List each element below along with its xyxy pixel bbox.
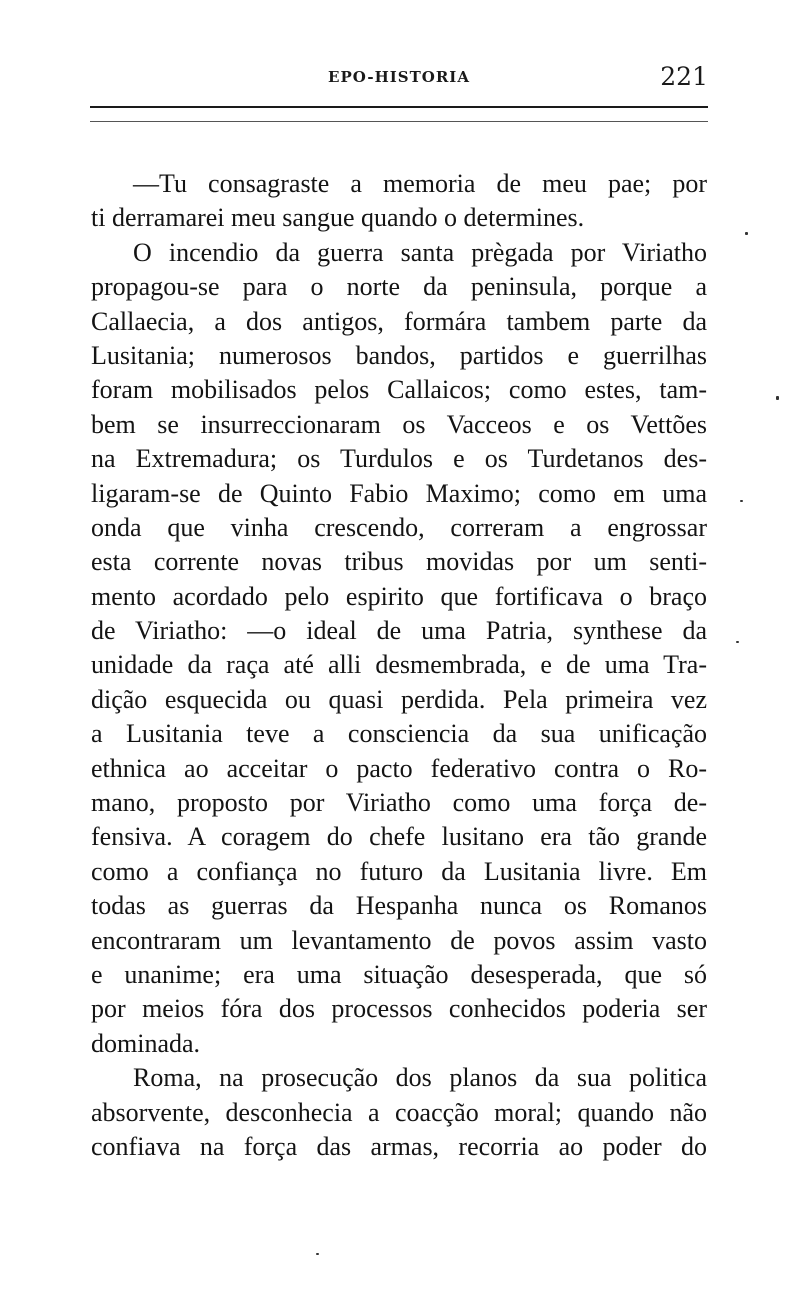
text-line: propagou-se para o norte da peninsula, porque a bbox=[91, 272, 707, 302]
text-line: —Tu consagraste a memoria de meu pae; por bbox=[133, 169, 707, 198]
text-line: de Viriatho: —o ideal de uma Patria, synthese da bbox=[91, 616, 707, 646]
text-line: unidade da raça até alli desmembrada, e de uma Tra- bbox=[91, 650, 707, 680]
text-line: esta corrente novas tribus movidas por um senti- bbox=[91, 547, 707, 577]
text-line: dição esquecida ou quasi perdida. Pela primeira vez bbox=[91, 684, 707, 714]
scan-speck bbox=[776, 396, 779, 400]
header-rule-top bbox=[90, 106, 708, 108]
text-line: Lusitania; numerosos bandos, partidos e guerrilhas bbox=[91, 340, 707, 370]
text-line: e unanime; era uma situação desesperada, que só bbox=[91, 959, 707, 989]
page-number: 221 bbox=[660, 62, 708, 91]
running-title: EPO-HISTORIA bbox=[328, 68, 470, 86]
scan-speck bbox=[736, 641, 739, 643]
scan-speck bbox=[745, 232, 748, 235]
text-line: por meios fóra dos processos conhecidos poderia ser bbox=[91, 994, 707, 1024]
text-line: confiava na força das armas, recorria ao poder do bbox=[91, 1131, 707, 1161]
text-line: mano, proposto por Viriatho como uma força de- bbox=[91, 788, 707, 818]
scan-speck bbox=[316, 1253, 319, 1255]
text-line: dominada. bbox=[91, 1028, 201, 1058]
header-rule-bottom bbox=[90, 121, 708, 122]
text-line: mento acordado pelo espirito que fortificava o braço bbox=[91, 581, 707, 611]
running-head bbox=[90, 62, 708, 94]
text-line: a Lusitania teve a consciencia da sua unificação bbox=[91, 719, 707, 749]
text-line: O incendio da guerra santa prègada por Viriatho bbox=[133, 237, 707, 267]
text-line: fensiva. A coragem do chefe lusitano era tão grande bbox=[91, 822, 707, 852]
text-line: ti derramarei meu sangue quando o determines. bbox=[91, 203, 585, 233]
text-line: bem se insurreccionaram os Vacceos e os Vettões bbox=[91, 409, 707, 439]
text-line: como a confiança no futuro da Lusitania livre. Em bbox=[91, 856, 707, 886]
text-line: absorvente, desconhecia a coacção moral; quando não bbox=[91, 1097, 707, 1127]
text-line: na Extremadura; os Turdulos e os Turdetanos des- bbox=[91, 444, 707, 474]
text-line: onda que vinha crescendo, correram a engrossar bbox=[91, 512, 707, 542]
body-text bbox=[91, 167, 707, 1164]
text-line: Callaecia, a dos antigos, formára tambem parte da bbox=[91, 306, 707, 336]
text-line: todas as guerras da Hespanha nunca os Romanos bbox=[91, 891, 707, 921]
text-line: Roma, na prosecução dos planos da sua politica bbox=[133, 1063, 707, 1093]
text-line: encontraram um levantamento de povos assim vasto bbox=[91, 925, 707, 955]
text-line: ethnica ao acceitar o pacto federativo contra o Ro- bbox=[91, 753, 707, 783]
text-line: foram mobilisados pelos Callaicos; como estes, tam- bbox=[91, 375, 707, 405]
text-line: ligaram-se de Quinto Fabio Maximo; como em uma bbox=[91, 478, 707, 508]
scan-speck bbox=[740, 500, 743, 502]
